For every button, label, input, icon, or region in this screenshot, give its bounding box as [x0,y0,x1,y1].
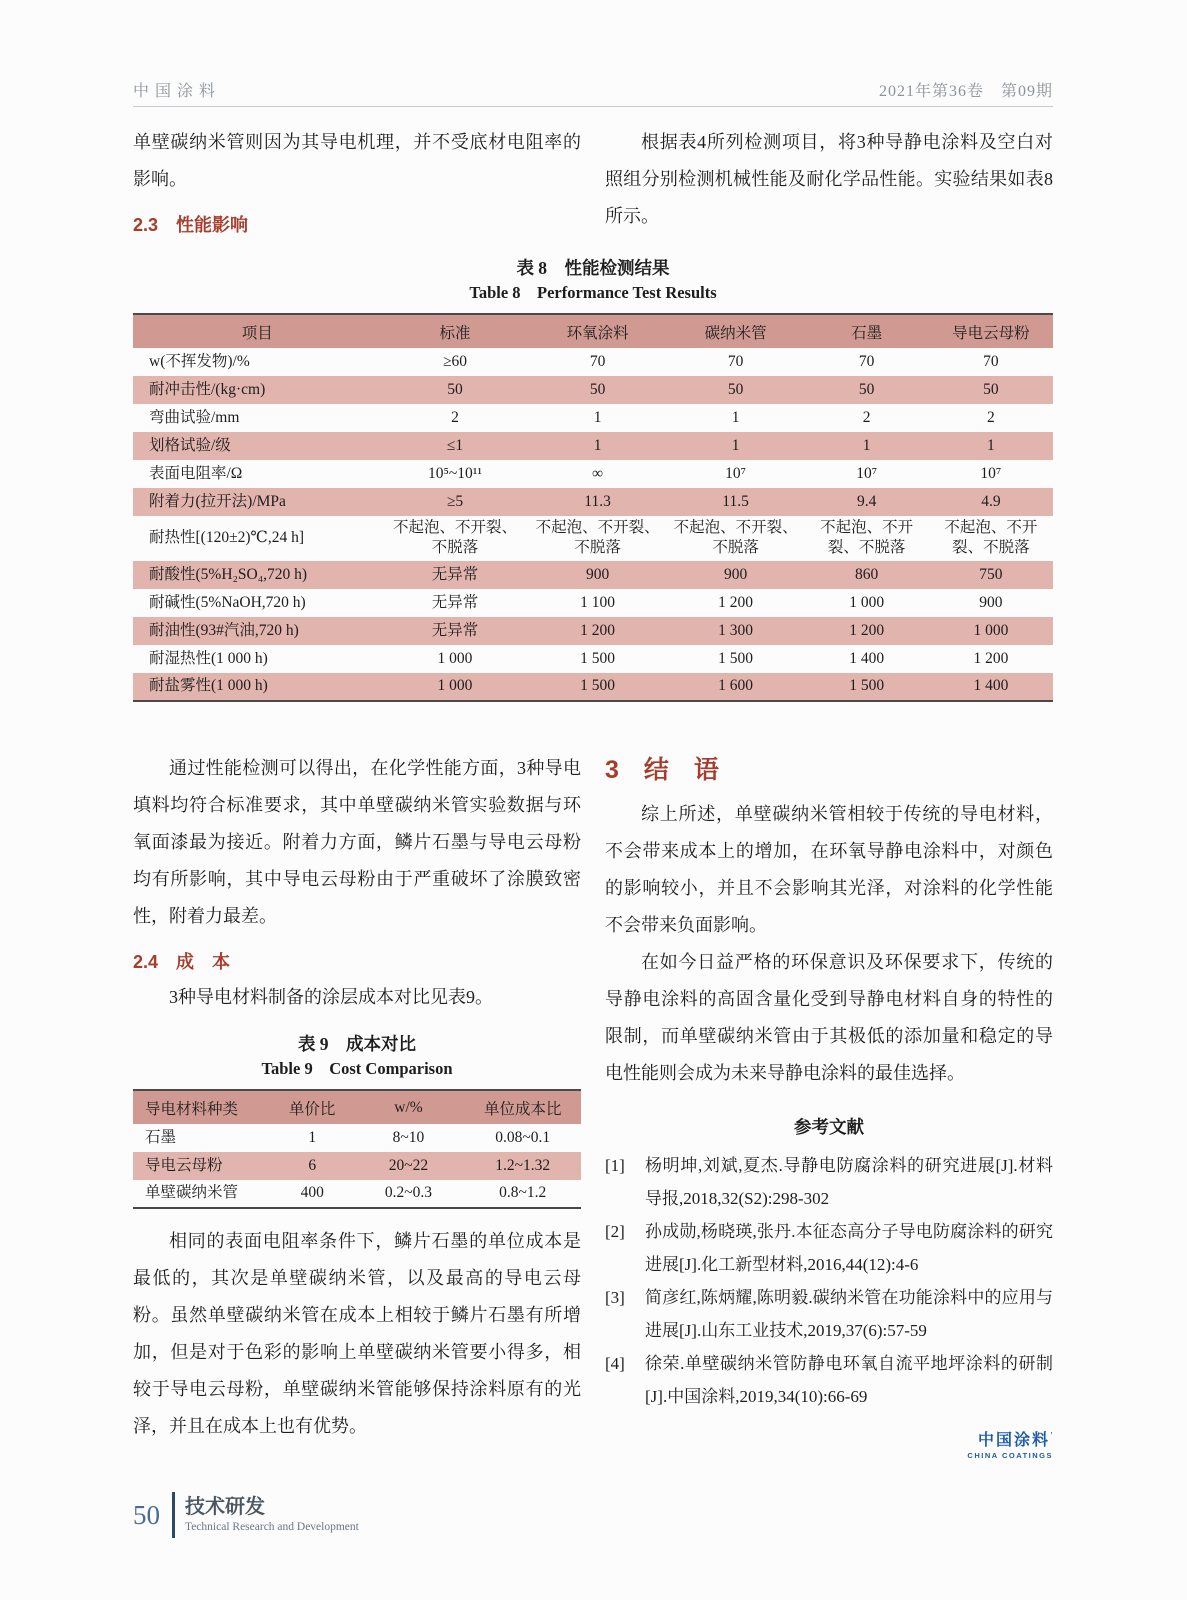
table-header-cell: 导电云母粉 [952,324,1030,342]
table-cell: 20~22 [388,1156,429,1174]
table-cell: 不起泡、不开裂、不脱落 [392,519,517,557]
table-cell: 50 [447,380,463,398]
top-right-column [605,124,1053,242]
table-cell: 1 100 [580,593,616,611]
reference-number: [2] [605,1222,625,1241]
footer-divider-bar [172,1492,175,1538]
table-cell: 70 [983,352,999,370]
table-cell: 表面电阻率/Ω [149,464,243,482]
paragraph-conclusion-1: 综上所述，单壁碳纳米管相较于传统的导电材料，不会带来成本上的增加，在环氧导静电涂料中，对颜色的影响较小，并且不会影响其光泽，对涂料的化学性能不会带来负面影响。 [605,804,1053,935]
reference-number: [1] [605,1156,625,1175]
main-columns [133,750,1053,1460]
reference-number: [3] [605,1288,625,1307]
reference-item [605,1149,1053,1215]
table-cell: 无异常 [431,593,479,611]
footer-labels [185,1495,359,1535]
table-cell: 石墨 [145,1128,177,1146]
footer-section-en: Technical Research and Development [185,1521,359,1533]
table-cell: 1 [593,408,602,426]
table-cell: 0.8~1.2 [499,1184,547,1202]
table8-block [133,256,1053,702]
table-cell: 1 600 [718,677,754,695]
table-cell: ≥5 [446,492,464,510]
table-row [133,404,1053,432]
issue-info: 2021年第36卷 第09期 [878,83,1053,100]
logo-en-text: CHINA COATINGS [967,1451,1053,1460]
table-cell: 1 500 [580,649,616,667]
table9-head [133,1090,581,1124]
table-cell: 1 [731,436,740,454]
reference-item [605,1215,1053,1281]
table-header-cell: 项目 [241,324,273,342]
table8-title-en: Table 8 Performance Test Results [469,283,717,302]
table-cell: 1 200 [580,621,616,639]
table-row [133,1152,581,1180]
table-row [133,460,1053,488]
table-cell: 1 400 [973,677,1009,695]
table-cell: 耐盐雾性(1 000 h) [149,677,268,695]
paragraph-cost-discussion: 相同的表面电阻率条件下，鳞片石墨的单位成本是最低的，其次是单壁碳纳米管，以及最高的导电云母粉。虽然单壁碳纳米管在成本上相较于鳞片石墨有所增加，但是对于色彩的影响上单壁碳纳米管要小得多，相较于导电云母粉，单壁碳纳米管能够保持涂料原有的光泽，并且在成本上也有优势。 [133,1231,581,1436]
table-cell: 不起泡、不开裂、不脱落 [673,519,798,557]
table-cell: 1 [731,408,740,426]
table-row [133,561,1053,589]
table-cell: 1 500 [580,677,616,695]
table-cell: 750 [979,565,1003,583]
page-header [133,78,1053,101]
table-cell: 导电云母粉 [145,1156,223,1174]
table-cell: 耐酸性(5%H₂SO₄,720 h) [149,565,308,583]
table-header-cell: 碳纳米管 [704,324,767,342]
table-cell: 不起泡、不开裂、不脱落 [820,519,914,557]
paragraph-conclusion-2: 在如今日益严格的环保意识及环保要求下，传统的导静电涂料的高固含量化受到导静电材料自身的特性的限制，而单壁碳纳米管由于其极低的添加量和稳定的导电性能则会成为未来导静电涂料的最佳选择。 [605,952,1053,1083]
table8-body [133,348,1053,701]
table-header-cell: w/% [394,1098,423,1116]
reference-number: [4] [605,1354,625,1373]
table-header-cell: 标准 [439,324,471,342]
table-cell: ≥60 [442,352,467,370]
paragraph-performance-discussion: 通过性能检测可以得出，在化学性能方面，3种导电填料均符合标准要求，其中单壁碳纳米管实验数据与环氧面漆最为接近。附着力方面，鳞片石墨与导电云母粉均有所影响，其中导电云母粉由于严重破坏了涂膜致密性，附着力最差。 [133,758,581,926]
table-cell: 50 [983,380,999,398]
paragraph-intro-right: 根据表4所列检测项目，将3种导静电涂料及空白对照组分别检测机械性能及耐化学品性能。实验结果如表8所示。 [605,132,1053,226]
table-row [133,488,1053,516]
table-row [133,516,1053,561]
table9-block [133,1032,581,1209]
section-heading-2-3: 2.3 性能影响 [133,215,249,235]
table9-body [133,1124,581,1208]
table-cell: 900 [979,593,1003,611]
table-row [133,432,1053,460]
table-cell: 9.4 [856,492,877,510]
table-cell: w(不挥发物)/% [149,352,250,370]
page-number: 50 [133,1499,160,1530]
table-cell: 1 [987,436,995,454]
table-cell: 1 200 [973,649,1009,667]
table-cell: 附着力(拉开法)/MPa [149,492,286,510]
table-cell: 0.2~0.3 [384,1184,433,1202]
table9-title-cn: 表 9 成本对比 [297,1034,417,1054]
table-row [133,348,1053,376]
section-heading-3: 3 结 语 [605,756,719,784]
table-cell: 1 000 [437,649,473,667]
table-cell: 50 [589,380,606,398]
table-cell: 单壁碳纳米管 [145,1184,239,1202]
china-coatings-logo [605,1427,1053,1460]
table-cell: 无异常 [431,621,479,639]
table-cell: 50 [858,380,875,398]
table-cell: 1 [862,436,871,454]
cost-table [133,1089,581,1209]
table8-title-cn: 表 8 性能检测结果 [516,258,670,278]
reference-text: 简彦红,陈炳耀,陈明毅.碳纳米管在功能涂料中的应用与进展[J].山东工业技术,2019,37(6):57-59 [645,1288,1053,1340]
top-left-column [133,124,581,242]
table-cell: 耐碱性(5%NaOH,720 h) [149,593,306,611]
table-cell: 11.5 [722,492,749,510]
top-columns [133,124,1053,242]
table-cell: 划格试验/级 [149,436,231,454]
table-cell: 1 000 [437,677,473,695]
table8-header-row [133,314,1053,348]
table-cell: 1 200 [849,621,885,639]
table-header-cell: 导电材料种类 [145,1100,239,1118]
table-cell: 8~10 [392,1128,425,1146]
table-cell: 不起泡、不开裂、不脱落 [944,519,1038,557]
logo-cn-text: 中国涂料 [977,1432,1050,1449]
table-header-cell: 单位成本比 [483,1100,562,1118]
paragraph-cost-intro: 3种导电材料制备的涂层成本对比见表9。 [169,987,493,1007]
table-cell: 10⁵~10¹¹ [427,464,483,482]
table-cell: 400 [300,1184,324,1202]
table-row [133,617,1053,645]
table-row [133,1124,581,1152]
table-cell: 2 [987,408,995,426]
table8-head [133,314,1053,348]
table-cell: 耐湿热性(1 000 h) [149,649,268,667]
table-cell: 2 [451,408,459,426]
table-cell: 11.3 [584,492,611,510]
paragraph-continuation: 单壁碳纳米管则因为其导电机理，并不受底材电阻率的影响。 [133,132,581,189]
table-cell: 1 400 [849,649,885,667]
table-cell: 1 [308,1128,317,1146]
journal-name: 中国涂料 [133,83,222,100]
table-cell: ≤1 [446,436,464,454]
table-row [133,645,1053,673]
table-cell: 70 [727,352,744,370]
logo-cn-line [605,1427,1053,1450]
reference-text: 杨明坤,刘斌,夏杰.导静电防腐涂料的研究进展[J].材料导报,2018,32(S2):298-302 [645,1156,1053,1208]
table-cell: 1 000 [973,621,1009,639]
references-list [605,1149,1053,1413]
table-cell: 4.9 [981,492,1001,510]
table-cell: ∞ [592,464,604,482]
table-header-cell: 单价比 [288,1100,336,1118]
table-cell: 10⁷ [725,464,747,482]
main-right-column [605,750,1053,1460]
references-title: 参考文献 [794,1117,864,1137]
table-cell: 1 [593,436,602,454]
footer-section-cn: 技术研发 [185,1496,265,1518]
table-cell: 70 [589,352,606,370]
table9-title-en: Table 9 Cost Comparison [261,1059,453,1078]
table-cell: 1 500 [849,677,885,695]
page-footer [133,1492,359,1538]
table-header-cell: 石墨 [851,324,883,342]
main-left-column [133,750,581,1460]
reference-item [605,1281,1053,1347]
table-cell: 860 [855,565,879,583]
header-rule [133,106,1053,107]
table-row [133,376,1053,404]
table-cell: 900 [723,565,748,583]
table-cell: 1 000 [849,593,885,611]
table-cell: 1 300 [718,621,754,639]
performance-table [133,313,1053,702]
table-cell: 10⁷ [856,464,878,482]
table-cell: 1 500 [718,649,754,667]
table-cell: 耐热性[(120±2)℃,24 h] [149,529,304,547]
table-row [133,589,1053,617]
table-cell: 50 [727,380,744,398]
reference-item [605,1347,1053,1413]
table-cell: 1.2~1.32 [495,1156,551,1174]
table-cell: 无异常 [431,565,479,583]
logo-trademark-mark: ’ [1050,1430,1053,1441]
table-cell: 耐冲击性/(kg·cm) [149,380,266,398]
table-cell: 弯曲试验/mm [149,408,240,426]
table-cell: 1 200 [718,593,754,611]
table-cell: 10⁷ [980,464,1002,482]
table-cell: 6 [308,1156,317,1174]
table-row [133,1180,581,1208]
table-cell: 2 [862,408,871,426]
table9-header-row [133,1090,581,1124]
table-row [133,673,1053,701]
table-cell: 不起泡、不开裂、不脱落 [535,519,660,557]
reference-text: 孙成勋,杨晓瑛,张丹.本征态高分子导电防腐涂料的研究进展[J].化工新型材料,2016,44(12):4-6 [645,1222,1053,1274]
table-cell: 0.08~0.1 [495,1128,551,1146]
table-cell: 耐油性(93#汽油,720 h) [149,621,299,639]
table-header-cell: 环氧涂料 [566,324,629,342]
reference-text: 徐荣.单壁碳纳米管防静电环氧自流平地坪涂料的研制[J].中国涂料,2019,34(10):66-69 [645,1354,1053,1406]
section-heading-2-4: 2.4 成 本 [133,952,231,972]
table-cell: 70 [858,352,875,370]
table-cell: 900 [585,565,610,583]
